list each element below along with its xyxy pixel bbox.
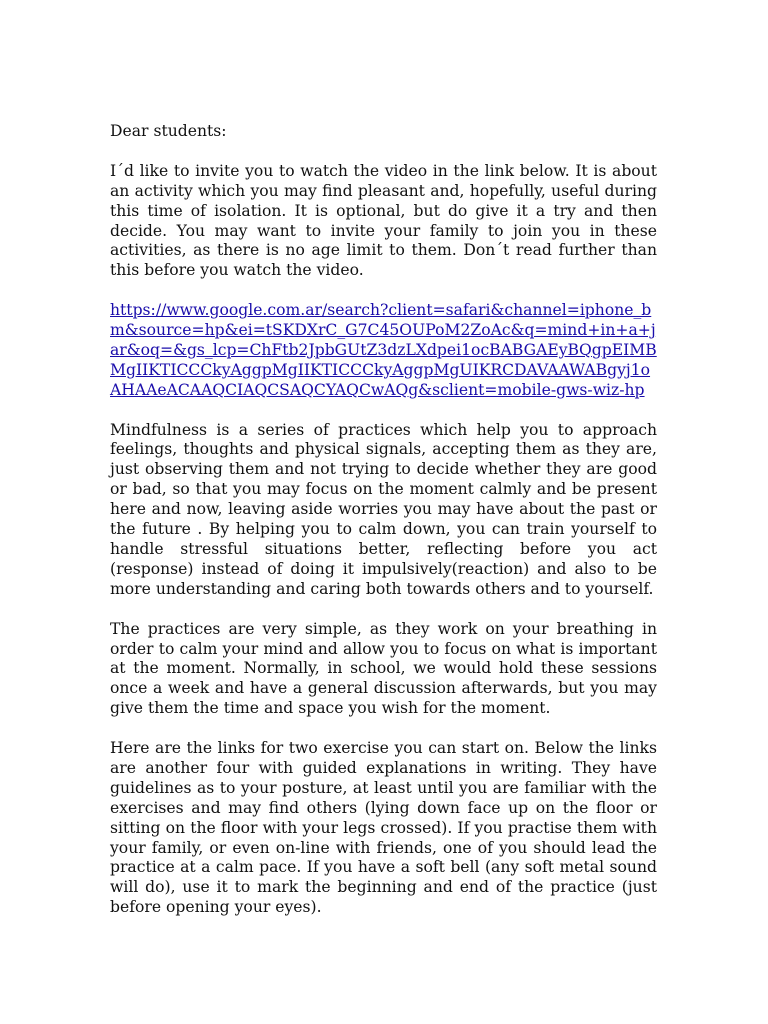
- practices-paragraph: The practices are very simple, as they work on your breathing in order to calm your mind and allow you to focus on what is important at the moment. Normally, in school, we would hold these sessions once a week and have a general discussion afterwards, but you may give them the time and space you wish for the moment.: [110, 619, 657, 718]
- intro-paragraph: I´d like to invite you to watch the video in the link below. It is about an activity which you may find pleasant and, hopefully, useful during this time of isolation. It is optional, but do give it a try and then decide. You may want to invite your family to join you in these activities, as there is no age limit to them. Don´t read further than this before you watch the video.: [110, 161, 657, 280]
- greeting: Dear students:: [110, 122, 227, 140]
- mindfulness-paragraph: Mindfulness is a series of practices which help you to approach feelings, thoughts and physical signals, accepting them as they are, just observing them and not trying to decide whether they are good or bad, so that you may focus on the moment calmly and be present here and now, leaving aside worries you may have about the past or the future . By helping you to calm down, you can train yourself to handle stressful situations better, reflecting before you act (response) instead of doing it impulsively(reaction) and also to be more understanding and caring both towards others and to yourself.: [110, 420, 657, 598]
- exercises-paragraph: Here are the links for two exercise you can start on. Below the links are another four with guided explanations in writing. They have guidelines as to your posture, at least until you are familiar with the exercises and may find others (lying down face up on the floor or sitting on the floor with your legs crossed). If you practise them with your family, or even on-line with friends, one of you should lead the practice at a calm pace. If you have a soft bell (any soft metal sound will do), use it to mark the beginning and end of the practice (just before opening your eyes).: [110, 739, 657, 917]
- video-link[interactable]: https://www.google.com.ar/search?client=safari&channel=iphone_bm&source=hp&ei=tSKDXrC_G7C45OUPoM2ZoAc&q=mind+in+a+jar&oq=&gs_lcp=ChFtb2JpbGUtZ3dzLXdpei1ocBABGAEyBQgpEIMBMgIIKTICCCkyAggpMgIIKTICCCkyAggpMgUIKRCDAVAAWABgyj1oAHAAeACAAQCIAQCSAQCYAQCwAQg&sclient=mobile-gws-wiz-hp: [110, 301, 657, 399]
- document-page: [110, 122, 657, 938]
